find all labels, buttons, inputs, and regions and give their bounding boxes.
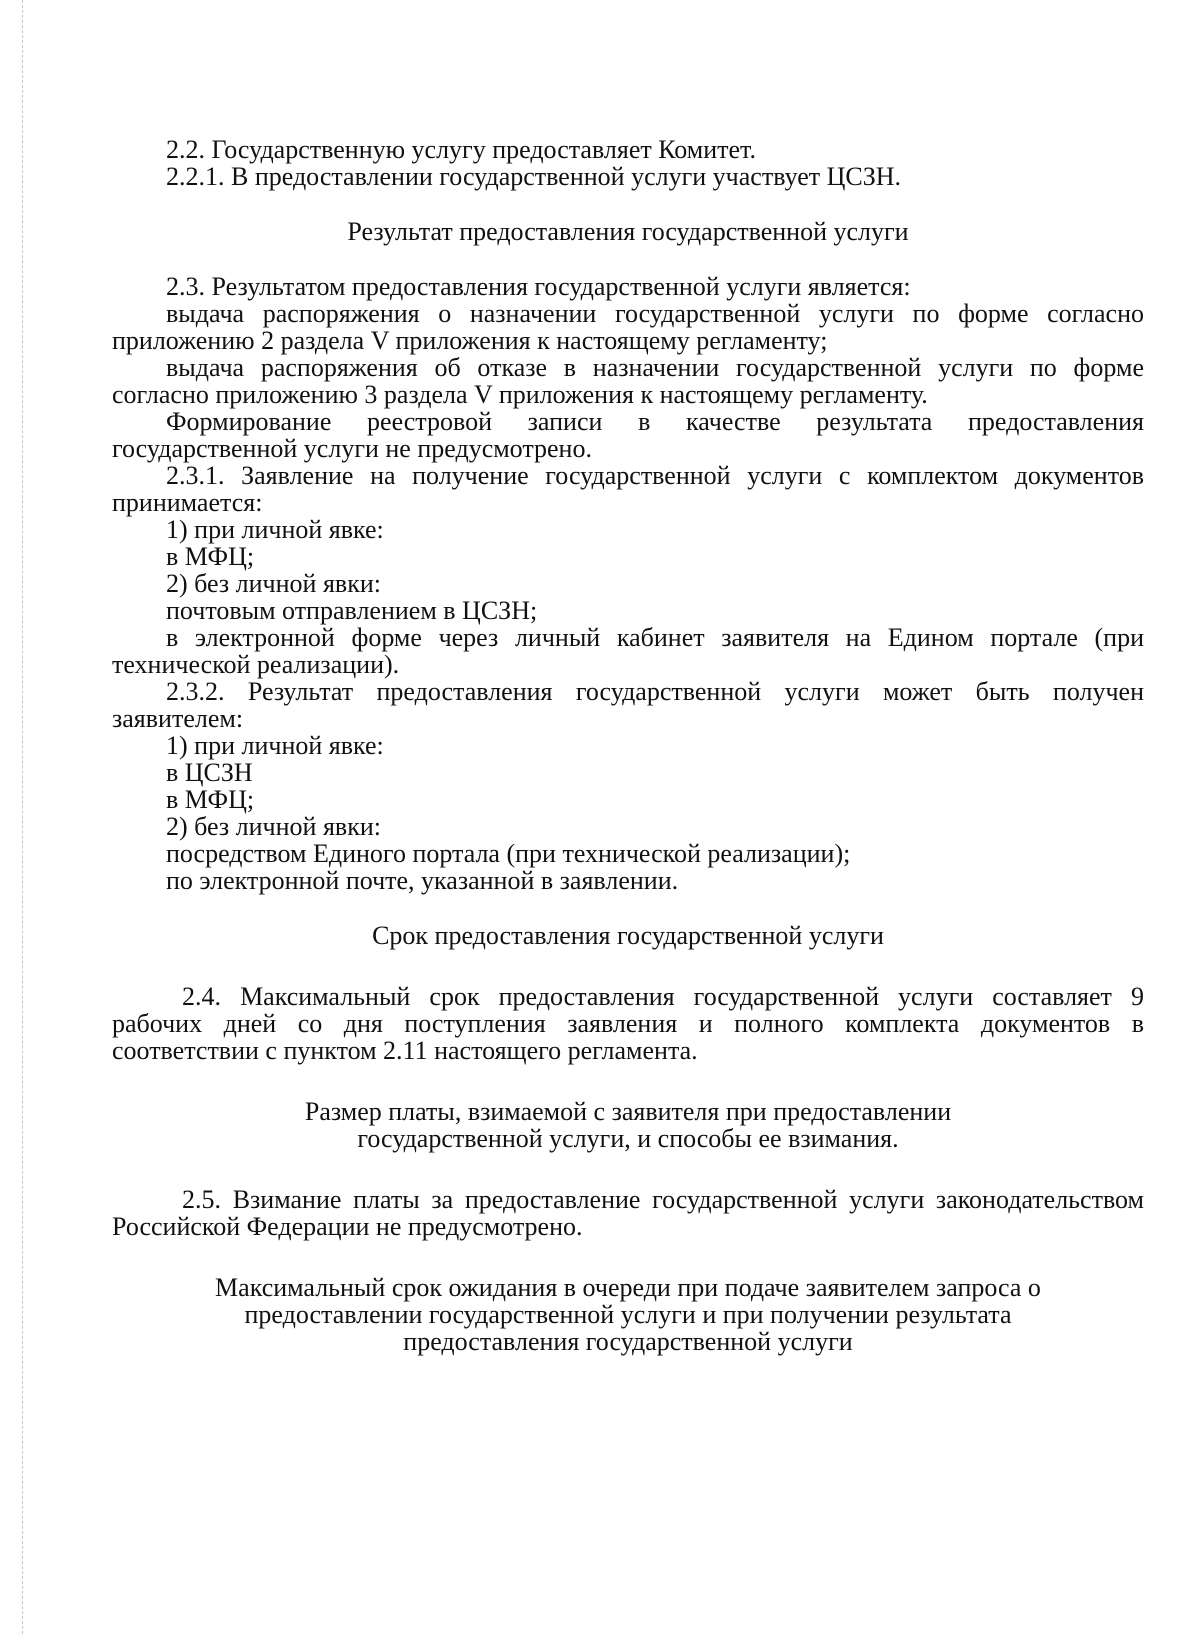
paragraph-2-2: 2.2. Государственную услугу предоставляет Комитет. <box>166 135 756 164</box>
list-item-accept-mfc: в МФЦ; <box>166 542 255 571</box>
list-item-receive-remote: 2) без личной явки: <box>166 812 381 841</box>
paragraph-2-3-grant: выдача распоряжения о назначении государственной услуги по форме согласно приложению 2 раздела V приложения к настоящему регламенту; <box>112 299 1144 355</box>
spacer <box>112 1064 1144 1098</box>
paragraph-2-3-1: 2.3.1. Заявление на получение государственной услуги с комплектом документов принимается: <box>112 461 1144 517</box>
paragraph-2-3-refusal: выдача распоряжения об отказе в назначении государственной услуги по форме согласно приложению 3 раздела V приложения к настоящему регламенту. <box>112 353 1144 409</box>
spacer <box>112 949 1144 983</box>
heading-term: Срок предоставления государственной услуги <box>372 921 884 950</box>
list-item-accept-in-person: 1) при личной явке: <box>166 515 384 544</box>
list-item-accept-post: почтовым отправлением в ЦСЗН; <box>166 596 538 625</box>
spacer <box>112 894 1144 922</box>
heading-queue-line-1: Максимальный срок ожидания в очереди при подаче заявителем запроса о <box>215 1273 1041 1302</box>
list-item-receive-in-person: 1) при личной явке: <box>166 731 384 760</box>
spacer <box>112 1240 1144 1274</box>
spacer <box>112 245 1144 273</box>
heading-fee-line-1: Размер платы, взимаемой с заявителя при предоставлении <box>304 1097 952 1126</box>
list-item-receive-mfc: в МФЦ; <box>166 785 255 814</box>
list-item-receive-portal: посредством Единого портала (при технической реализации); <box>166 839 851 868</box>
paragraph-2-2-1: 2.2.1. В предоставлении государственной услуги участвует ЦСЗН. <box>166 162 902 191</box>
paragraph-2-3-2: 2.3.2. Результат предоставления государственной услуги может быть получен заявителем: <box>112 677 1144 733</box>
paragraph-2-4: 2.4. Максимальный срок предоставления государственной услуги составляет 9 рабочих дней со дня поступления заявления и полного комплекта документов в соответствии с пунктом 2.11 настоящего регламента. <box>112 982 1144 1065</box>
list-item-receive-email: по электронной почте, указанной в заявлении. <box>166 866 679 895</box>
heading-result: Результат предоставления государственной услуги <box>347 217 909 246</box>
spacer <box>112 190 1144 218</box>
list-item-accept-remote: 2) без личной явки: <box>166 569 381 598</box>
paragraph-2-5: 2.5. Взимание платы за предоставление государственной услуги законодательством Российской Федерации не предусмотрено. <box>112 1185 1144 1241</box>
heading-fee-line-2: государственной услуги, и способы ее взимания. <box>357 1124 899 1153</box>
document-body <box>112 136 1144 1355</box>
paragraph-registry-note: Формирование реестровой записи в качестве результата предоставления государственной услуги не предусмотрено. <box>112 407 1144 463</box>
list-item-receive-cszn: в ЦСЗН <box>166 758 253 787</box>
heading-queue-line-2: предоставлении государственной услуги и при получении результата <box>244 1300 1012 1329</box>
scan-edge-artifact <box>22 0 23 1634</box>
heading-queue-line-3: предоставления государственной услуги <box>403 1327 853 1356</box>
paragraph-2-3: 2.3. Результатом предоставления государственной услуги является: <box>166 272 911 301</box>
spacer <box>112 1152 1144 1186</box>
list-item-accept-electronic: в электронной форме через личный кабинет заявителя на Едином портале (при технической реализации). <box>112 623 1144 679</box>
